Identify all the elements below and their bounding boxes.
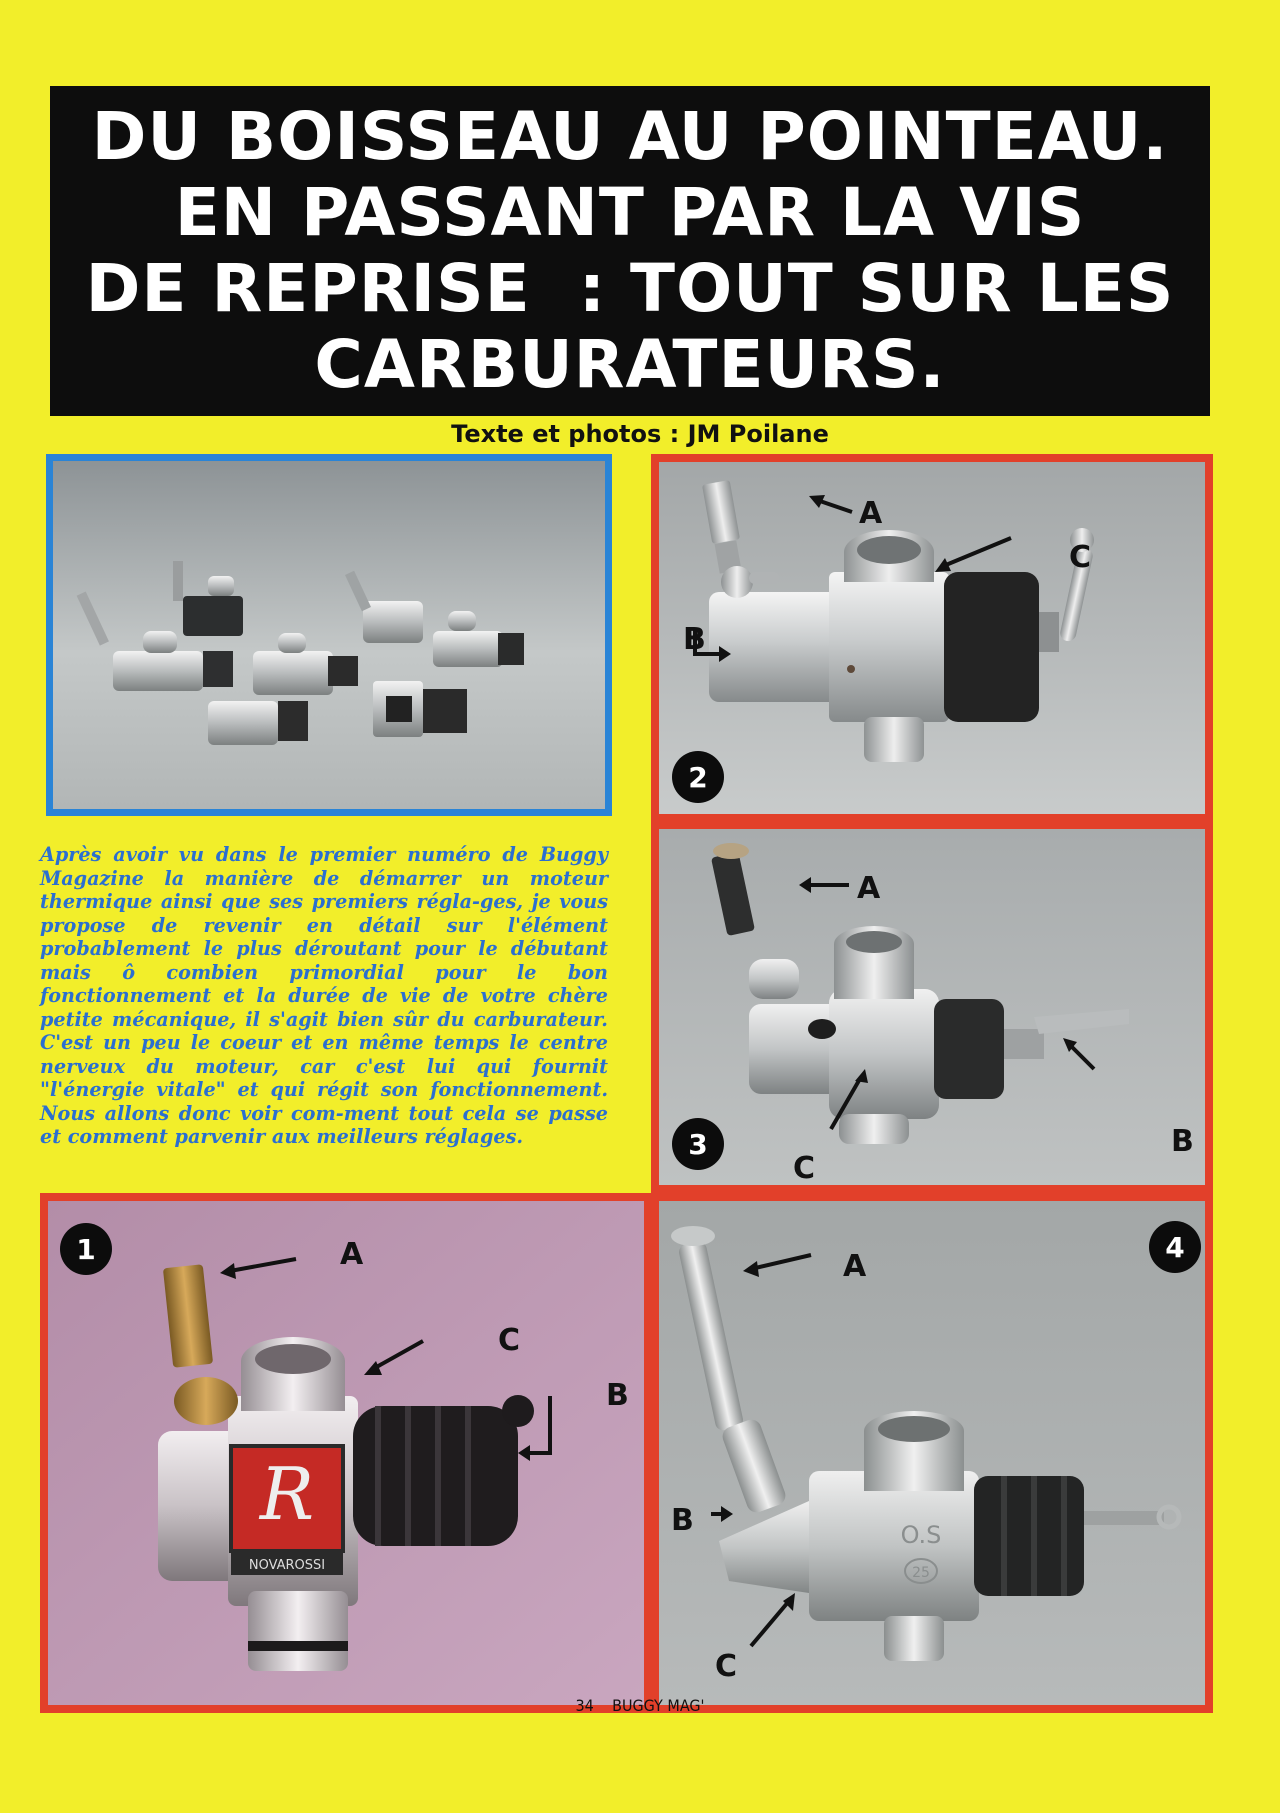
group-photo-image xyxy=(53,461,605,809)
photo-3 xyxy=(651,821,1213,1193)
photo-1-image xyxy=(48,1201,644,1705)
photo-4-label-b: B xyxy=(671,1503,694,1538)
photo-4-number-badge: 4 xyxy=(1149,1221,1201,1273)
photo-3-label-b: B xyxy=(1171,1124,1194,1159)
page-number: 34 xyxy=(575,1696,594,1715)
photo-1-logo-letter: R xyxy=(259,1452,315,1536)
photo-1-number-badge: 1 xyxy=(60,1223,112,1275)
headline-line-2: EN PASSANT PAR LA VIS xyxy=(174,174,1086,251)
photo-2-label-c: C xyxy=(1069,540,1092,575)
page-footer xyxy=(0,1696,1280,1715)
headline-line-1: DU BOISSEAU AU POINTEAU. xyxy=(91,98,1169,175)
photo-4-engraving-size: 25 xyxy=(912,1565,930,1581)
photo-2-label-a: A xyxy=(859,496,883,531)
magazine-name: BUGGY MAG' xyxy=(612,1696,705,1715)
photo-2 xyxy=(651,454,1213,822)
photo-4-label-a: A xyxy=(843,1249,867,1284)
photo-1-label-b: B xyxy=(606,1378,629,1413)
group-photo xyxy=(46,454,612,816)
headline-box xyxy=(50,86,1210,416)
headline-line-3: DE REPRISE : TOUT SUR LES xyxy=(85,250,1175,327)
photo-1-label-a: A xyxy=(340,1237,364,1272)
photo-4-image xyxy=(659,1201,1205,1705)
photo-4 xyxy=(651,1193,1213,1713)
photo-4-label-c: C xyxy=(715,1649,738,1684)
photo-3-label-a: A xyxy=(857,871,881,906)
photo-2-number-badge: 2 xyxy=(672,751,724,803)
photo-3-image xyxy=(659,829,1205,1185)
byline: Texte et photos : JM Poilane xyxy=(451,420,829,448)
photo-4-engraving: O.S xyxy=(900,1521,942,1549)
headline-line-4: CARBURATEURS. xyxy=(314,326,946,403)
intro-paragraph: Après avoir vu dans le premier numéro de Buggy Magazine la manière de démarrer un moteur thermique ainsi que ses premiers régla-ges, je vous propose de revenir en détail sur l'élément probablement le plus déroutant pour le débutant mais ô combien primordial pour le bon fonctionnement et la durée de vie de votre chère petite mécanique, il s'agit bien sûr du carburateur. C'est un peu le coeur et en même temps le centre nerveux du moteur, car c'est lui qui fournit "l'énergie vitale" et qui régit son fonctionnement. Nous allons donc voir com-ment tout cela se passe et comment parvenir aux meilleurs réglages. xyxy=(40,843,608,1148)
photo-3-label-c: C xyxy=(793,1151,816,1186)
photo-3-number-badge: 3 xyxy=(672,1118,724,1170)
photo-1-label-c: C xyxy=(498,1323,521,1358)
photo-2-label-b: B xyxy=(683,622,706,657)
photo-1-brand: NOVAROSSI xyxy=(248,1558,326,1573)
photo-2-image xyxy=(659,462,1205,814)
photo-1 xyxy=(40,1193,652,1713)
